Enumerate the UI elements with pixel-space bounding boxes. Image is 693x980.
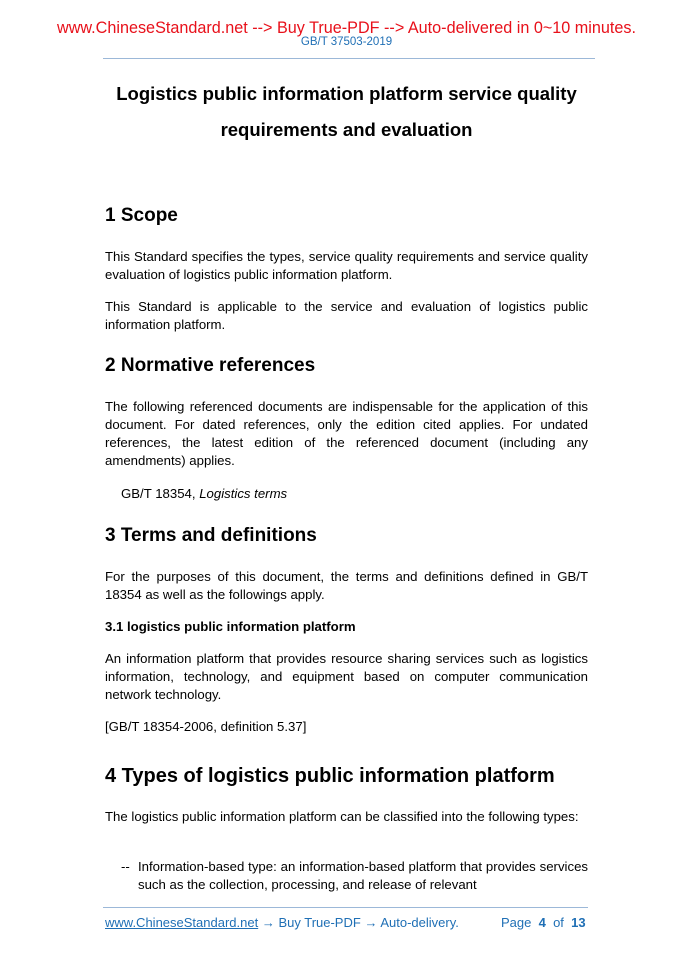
footer-site-link[interactable]: www.ChineseStandard.net [105, 915, 259, 930]
header-divider [103, 58, 595, 59]
arrow-right-icon: → [261, 915, 275, 930]
page-current: 4 [538, 915, 546, 930]
document-title-line-1: Logistics public information platform service quality [116, 83, 577, 104]
footer-delivery-text: Auto-delivery. [380, 915, 459, 930]
types-paragraph: The logistics public information platform can be classified into the following types: [105, 809, 579, 824]
page-indicator [501, 915, 586, 931]
document-id: GB/T 37503-2019 [300, 36, 393, 48]
section-heading-types: 4 Types of logistics public information platform [105, 765, 555, 787]
list-dash-icon: -- [121, 859, 130, 874]
purchase-banner[interactable]: www.ChineseStandard.net --> Buy True-PDF --> Auto-delivered in 0~10 minutes. [57, 19, 636, 37]
term-heading: 3.1 logistics public information platform [105, 619, 356, 634]
term-source: [GB/T 18354-2006, definition 5.37] [105, 719, 307, 734]
reference-title: Logistics terms [199, 486, 288, 501]
list-item: Information-based type: an information-based platform that provides services such as the collection, processing, and release of relevant [138, 859, 588, 892]
document-title-line-2: requirements and evaluation [220, 119, 473, 140]
footer-divider [103, 907, 588, 908]
arrow-right-icon: → [364, 915, 378, 930]
page-of: of [553, 915, 564, 930]
scope-paragraph-1: This Standard specifies the types, service quality requirements and service quality evaluation of logistics public information platform. [105, 249, 588, 282]
reference-code: GB/T 18354, [121, 486, 200, 501]
terms-paragraph: For the purposes of this document, the terms and definitions defined in GB/T 18354 as well as the followings apply. [105, 569, 588, 602]
page-total: 13 [571, 915, 586, 930]
footer-buy-text: Buy True-PDF [278, 915, 361, 930]
scope-paragraph-2: This Standard is applicable to the service and evaluation of logistics public information platform. [105, 299, 588, 332]
section-heading-scope: 1 Scope [105, 205, 178, 226]
normative-reference-item [121, 485, 287, 503]
footer-purchase-line [105, 915, 459, 931]
normative-paragraph: The following referenced documents are indispensable for the application of this document. For dated references, only the edition cited applies. For undated references, the latest edition of the referenced document (including any amendments) applies. [105, 399, 588, 468]
page-label: Page [501, 915, 532, 930]
section-heading-terms: 3 Terms and definitions [105, 525, 317, 546]
section-heading-normative-references: 2 Normative references [105, 355, 316, 376]
term-definition: An information platform that provides resource sharing services such as logistics information, technology, and equipment based on computer communication network technology. [105, 651, 588, 702]
